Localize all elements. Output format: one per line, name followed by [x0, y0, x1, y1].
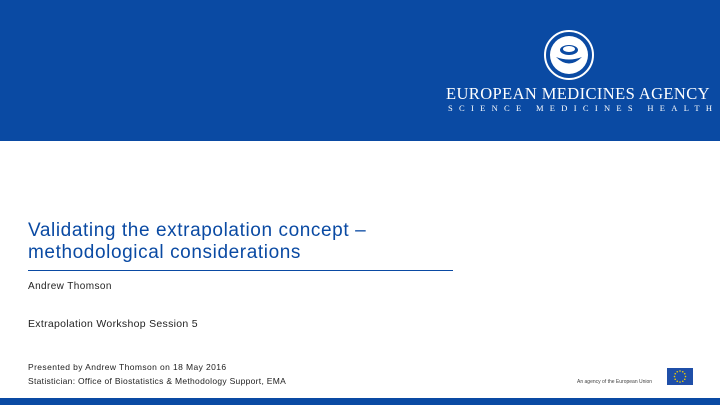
header-banner — [0, 0, 720, 141]
eu-agency-label: An agency of the European Union — [577, 379, 653, 385]
ema-logo-icon — [544, 30, 594, 80]
slide-title-line1: Validating the extrapolation concept – — [28, 220, 367, 241]
agency-tagline: SCIENCE MEDICINES HEALTH — [448, 103, 719, 113]
session-name: Extrapolation Workshop Session 5 — [28, 318, 198, 330]
footer-bar — [0, 398, 720, 405]
slide-title-line2: methodological considerations — [28, 242, 301, 263]
author-name: Andrew Thomson — [28, 281, 112, 292]
presented-by: Presented by Andrew Thomson on 18 May 2016 — [28, 362, 227, 372]
agency-name: EUROPEAN MEDICINES AGENCY — [446, 84, 710, 103]
eu-flag-icon — [667, 368, 693, 385]
title-divider — [28, 270, 453, 271]
slide-title — [28, 220, 468, 264]
statistician-role: Statistician: Office of Biostatistics & Methodology Support, EMA — [28, 376, 287, 386]
